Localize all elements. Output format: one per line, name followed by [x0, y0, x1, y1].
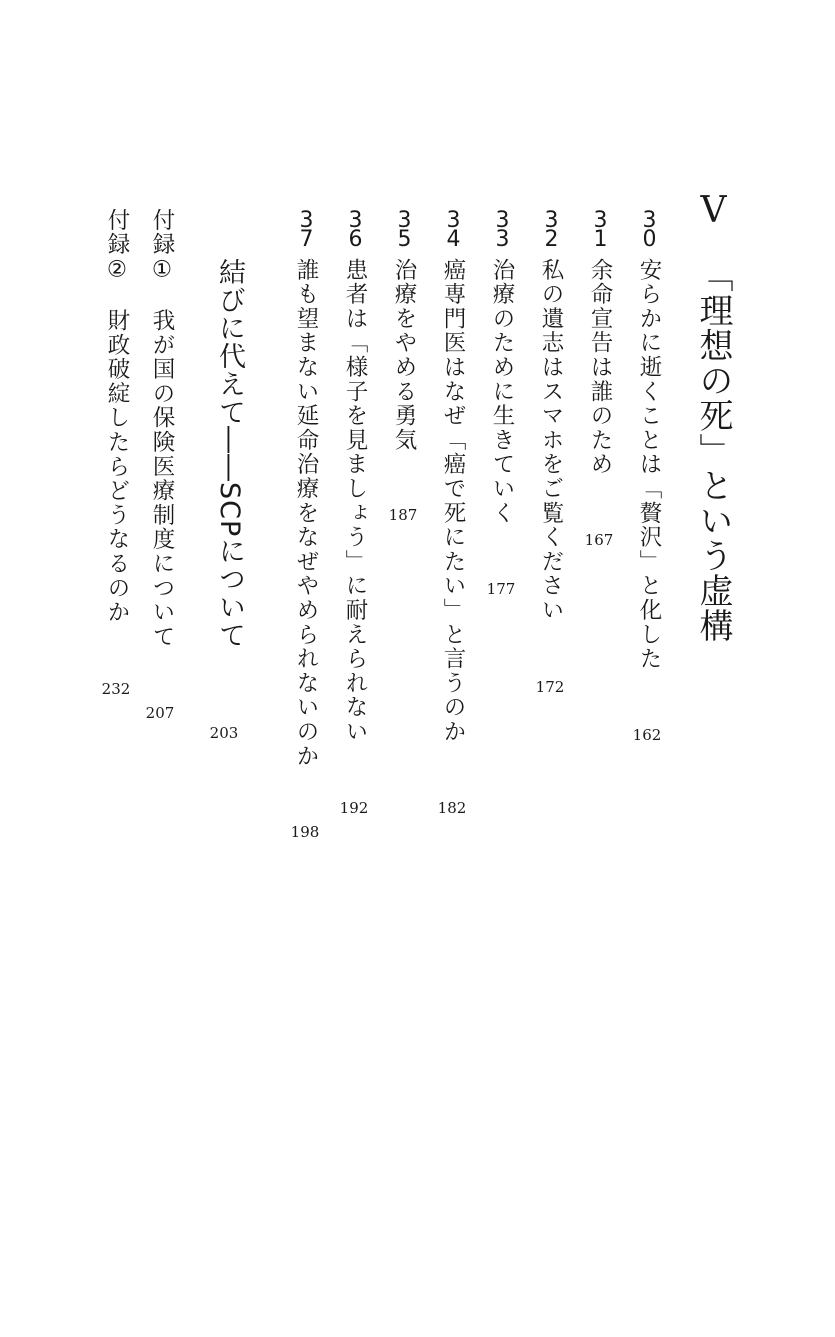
closing-title[interactable]: 結びに代えて――SCPについて: [214, 258, 245, 650]
chapter-page-number: 182: [437, 799, 467, 817]
chapter-number: 34: [441, 208, 466, 246]
chapter-number: 32: [539, 208, 564, 246]
chapter-page-number: 177: [486, 580, 516, 598]
closing-page-number: 203: [209, 724, 239, 742]
chapter-page-number: 167: [584, 531, 614, 549]
chapter-title[interactable]: 癌専門医はなぜ「癌で死にたい」と言うのか: [440, 258, 466, 744]
chapter-number: 36: [343, 208, 368, 246]
chapter-title[interactable]: 私の遺志はスマホをご覧ください: [538, 258, 564, 623]
appendix-page-number: 207: [145, 704, 175, 722]
chapter-page-number: 162: [632, 726, 662, 744]
chapter-page-number: 172: [535, 678, 565, 696]
chapter-number: 35: [392, 208, 417, 246]
chapter-title[interactable]: 余命宣告は誰のため: [587, 258, 613, 477]
appendix-page-number: 232: [101, 680, 131, 698]
chapter-page-number: 198: [290, 823, 320, 841]
chapter-title[interactable]: 患者は「様子を見ましょう」に耐えられない: [342, 258, 368, 744]
chapter-page-number: 187: [388, 506, 418, 524]
chapter-number: 37: [294, 208, 319, 246]
part-number: V: [693, 190, 734, 231]
appendix-title[interactable]: 付録① 我が国の保険医療制度について: [149, 208, 175, 649]
part-title: 「理想の死」という虚構: [693, 258, 733, 643]
appendix-title[interactable]: 付録② 財政破綻したらどうなるのか: [104, 208, 130, 625]
chapter-number: 31: [588, 208, 613, 246]
chapter-title[interactable]: 誰も望まない延命治療をなぜやめられないのか: [293, 258, 319, 769]
chapter-title[interactable]: 治療をやめる勇気: [391, 258, 417, 453]
chapter-number: 33: [490, 208, 515, 246]
chapter-title[interactable]: 安らかに逝くことは「贅沢」と化した: [636, 258, 662, 672]
chapter-page-number: 192: [339, 799, 369, 817]
chapter-title[interactable]: 治療のために生きていく: [489, 258, 515, 526]
chapter-number: 30: [637, 208, 662, 246]
